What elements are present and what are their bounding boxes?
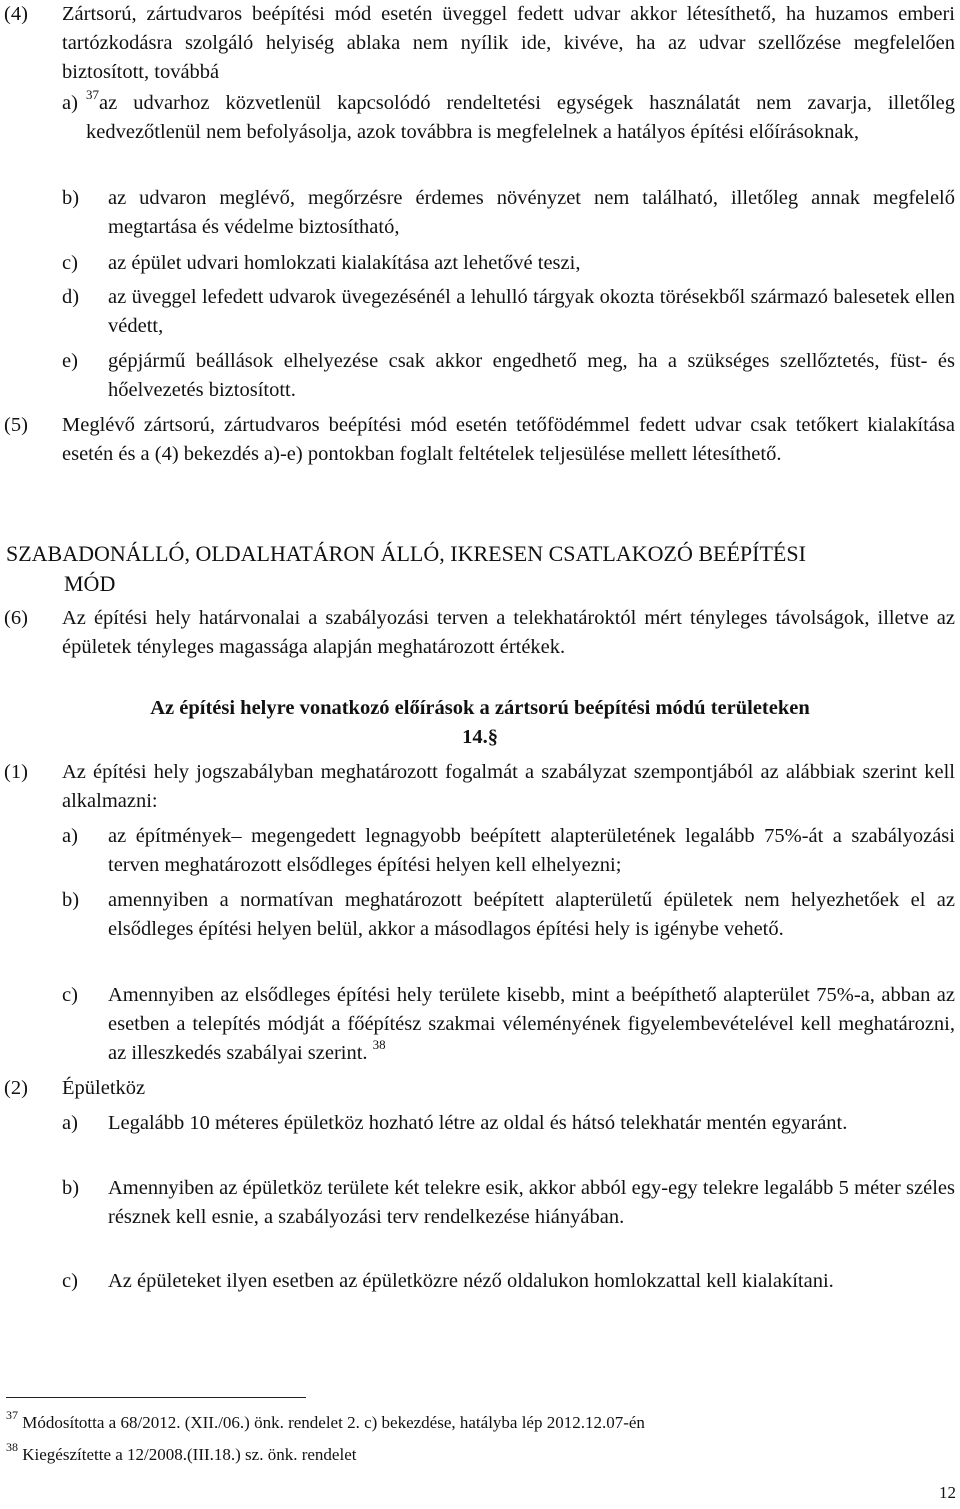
paragraph-4-item-c [0,249,960,278]
paragraph-6 [0,604,960,662]
item-text: Az épületeket ilyen esetben az épületközre néző oldalukon homlokzattal kell kialakítani. [108,1270,834,1292]
section-14-paragraph-1 [0,758,960,816]
footnote-text: Módosította a 68/2012. (XII./06.) önk. rendelet 2. c) bekezdése, hatályba lép 2012.12.07-én [22,1413,645,1432]
section-number-value: 14. [462,726,488,748]
paragraph-number: (2) [4,1077,28,1099]
paragraph-number: (4) [4,3,28,25]
footnote-mark: 37 [6,1408,18,1423]
footnote-ref-37: 37 [86,87,99,103]
item-text: az udvarhoz közvetlenül kapcsolódó rendeltetési egységek használatát nem zavarja, illetőleg kedvezőtlenül nem befolyásolja, azok továbbra is megfelelnek a hatályos építési előírásoknak, [86,92,955,143]
item-letter: e) [62,350,78,372]
item-letter: c) [62,984,78,1006]
section-title-line-1: SZABADONÁLLÓ, OLDALHATÁRON ÁLLÓ, IKRESEN CSATLAKOZÓ BEÉPÍTÉSI [6,541,806,566]
paragraph-5 [0,411,960,469]
item-text: az épület udvari homlokzati kialakítása azt lehetővé teszi, [108,252,581,274]
item-letter: b) [62,889,80,911]
section-title [6,539,956,599]
paragraph-number: (1) [4,761,28,783]
section-sign: § [487,726,498,748]
paragraph-text: Az építési hely határvonalai a szabályozási terven a telekhatároktól mért tényleges távolságok, illetve az épületek tényleges magassága alapján meghatározott értékek. [62,607,955,658]
item-text: az udvaron meglévő, megőrzésre érdemes növényzet nem található, illetőleg annak megfelelő megtartása és védelme biztosítható, [108,187,955,238]
paragraph-4-item-d [0,283,960,341]
item-letter: d) [62,286,80,308]
item-letter: a) [62,825,78,847]
page-number: 12 [939,1483,956,1502]
item-letter: c) [62,1270,78,1292]
section-14-paragraph-1-item-a [0,822,960,880]
section-number [0,723,960,752]
paragraph-text: Az építési hely jogszabályban meghatározott fogalmát a szabályzat szempontjából az alábbiak szerint kell alkalmazni: [62,761,955,812]
section-14-paragraph-2-item-c [0,1267,960,1296]
paragraph-4-item-b [0,184,960,242]
footnote-ref-38: 38 [372,1037,386,1053]
item-text: gépjármű beállások elhelyezése csak akkor engedhető meg, ha a szükséges szellőztetés, füst- és hőelvezetés biztosított. [108,350,955,401]
item-letter: c) [62,252,78,274]
paragraph-number: (5) [4,414,28,436]
footnote-38 [6,1440,357,1466]
section-14-paragraph-2 [0,1074,960,1103]
item-text: Amennyiben az elsődleges építési hely területe kisebb, mint a beépíthető alapterület 75%-a, abban az esetben a telepítés módját a főépítész szakmai véleményének figyelembevételével kell meghatározni, az illeszkedés szabályai szerint. [108,984,955,1064]
section-14-paragraph-1-item-b [0,886,960,944]
section-14-paragraph-2-item-a [0,1109,960,1138]
item-letter: b) [62,1177,80,1199]
section-14-paragraph-2-item-b [0,1174,960,1232]
item-letter: a) [62,1112,78,1134]
paragraph-text: Épületköz [62,1077,146,1099]
paragraph-number: (6) [4,607,28,629]
item-text: amennyiben a normatívan meghatározott beépített alapterületű épületek nem helyezhetőek el az elsődleges építési helyen belül, akkor a másodlagos építési hely is igénybe vehető. [108,889,955,940]
regulation-heading: Az építési helyre vonatkozó előírások a zártsorú beépítési módú területeken [150,697,810,719]
paragraph-text: Meglévő zártsorú, zártudvaros beépítési mód esetén tetőfödémmel fedett udvar csak tetőkert kialakítása esetén és a (4) bekezdés a)-e) pontokban foglalt feltételek teljesülése mellett létesíthető. [62,414,955,465]
footnote-mark: 38 [6,1440,18,1455]
item-letter: a) [62,92,78,114]
item-text: az építmények– megengedett legnagyobb beépített alapterületének legalább 75%-át a szabályozási terven meghatározott elsődleges építési helyen kell elhelyezni; [108,825,955,876]
paragraph-4-item-e [0,347,960,405]
item-letter: b) [62,187,80,209]
item-text: Legalább 10 méteres épületköz hozható létre az oldal és hátsó telekhatár mentén egyaránt. [108,1112,848,1134]
paragraph-4 [0,0,960,87]
footnote-text: Kiegészítette a 12/2008.(III.18.) sz. önk. rendelet [22,1445,357,1464]
paragraph-4-item-a [0,89,960,147]
item-text: az üveggel lefedett udvarok üvegezésénél a lehulló tárgyak okozta törésekből származó balesetek ellen védett, [108,286,955,337]
section-14-paragraph-1-item-c [0,981,960,1068]
paragraph-text: Zártsorú, zártudvaros beépítési mód esetén üveggel fedett udvar akkor létesíthető, ha huzamos emberi tartózkodásra szolgáló helyiség ablaka nem nyílik ide, kivéve, ha az udvar szellőzése megfelelően biztosított, továbbá [62,3,955,83]
footnote-37 [6,1408,645,1434]
item-text: Amennyiben az épületköz területe két telekre esik, akkor abból egy-egy telekre legalább 5 méter széles résznek kell esnie, a szabályozási terv rendelkezése hiányában. [108,1177,955,1228]
section-title-line-2: MÓD [64,571,116,596]
footnote-separator [6,1397,306,1398]
